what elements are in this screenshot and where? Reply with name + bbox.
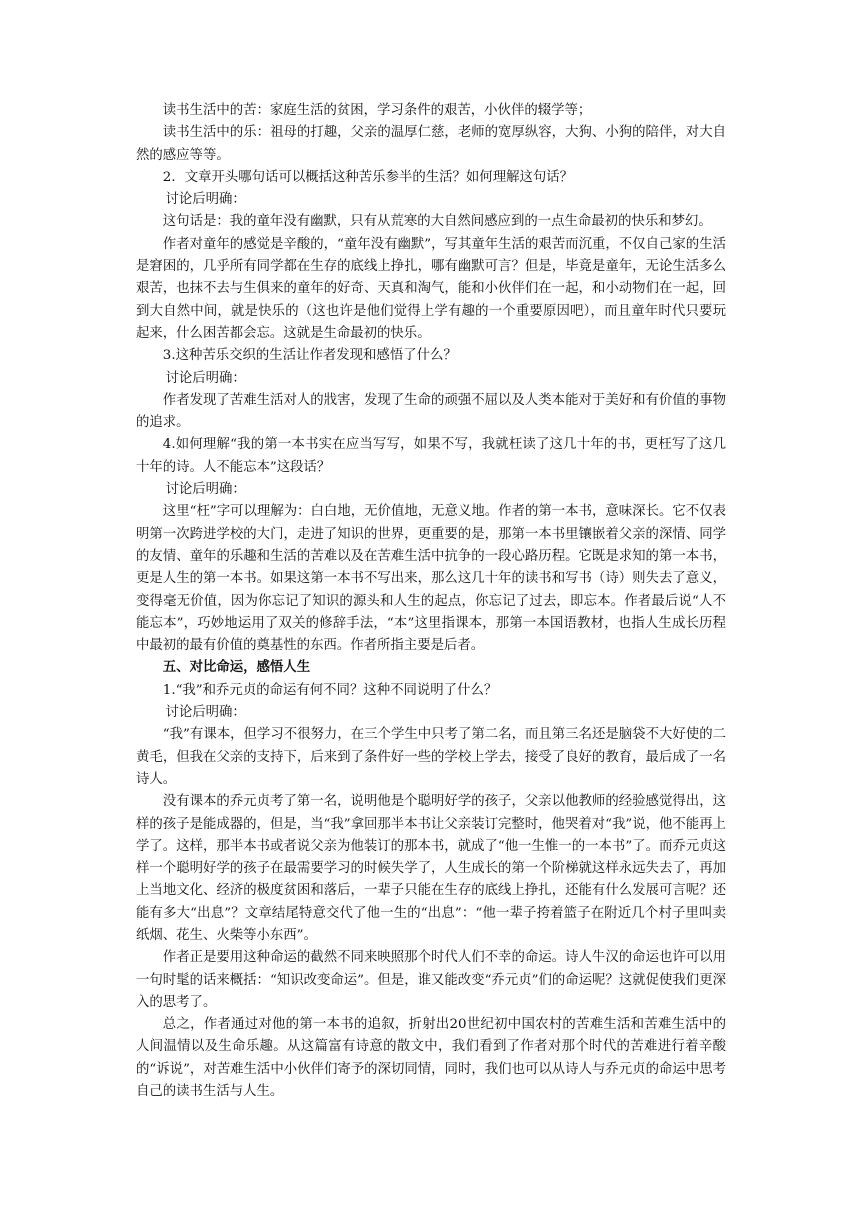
answer-qiao-yuanzhen: 没有课本的乔元贞考了第一名，说明他是个聪明好学的孩子，父亲以他教师的经验感觉得出，这样的孩子是能成器的，但是，当“我”拿回那半本书让父亲装订完整时，他哭着对“我”说，他不能再上学了。这样，那半本书或者说父亲为他装订的那本书，就成了“他一生惟一的一本书”了。而乔元贞这样一个聪明好学的孩子在最需要学习的时候失学了，人生成长的第一个阶梯就这样永远失去了，再加上当地文化、经济的极度贫困和落后，一辈子只能在生存的底线上挣扎，还能有什么发展可言呢？还能有多大“出息”？文章结尾特意交代了他一生的“出息”：“他一辈子挎着篮子在附近几个村子里叫卖纸烟、花生、火柴等小东西”。 <box>136 794 726 943</box>
discussion-label: 讨论后明确： <box>165 370 246 386</box>
section-heading-5: 五、对比命运，感悟人生 <box>162 660 311 676</box>
answer-me: “我”有课本，但学习不很努力，在三个学生中只考了第二名，而且第三名还是脑袋不大好使的二黄毛，但我在父亲的支持下，后来到了条件好一些的学校上学去，接受了良好的教育，最后成了一名诗人。 <box>136 727 726 787</box>
answer-author-intent: 作者正是要用这种命运的截然不同来映照那个时代人们不幸的命运。诗人牛汉的命运也许可以用一句时髦的话来概括：“知识改变命运”。但是，谁又能改变“乔元贞”们的命运呢？这就促使我们更深入的思考了。 <box>136 950 726 1010</box>
discussion-label: 讨论后明确： <box>165 192 246 208</box>
answer-2-sentence: 这句话是：我的童年没有幽默，只有从荒寒的大自然间感应到的一点生命最初的快乐和梦幻。 <box>162 214 712 230</box>
document-page <box>136 100 726 1103</box>
paragraph-reading-hardship: 读书生活中的苦：家庭生活的贫困，学习条件的艰苦，小伙伴的辍学等； <box>162 103 592 118</box>
answer-3: 作者发现了苦难生活对人的戕害，发现了生命的顽强不屈以及人类本能对于美好和有价值的事物的追求。 <box>136 392 726 431</box>
question-3: 3.这种苦乐交织的生活让作者发现和感悟了什么？ <box>162 348 457 364</box>
discussion-label: 讨论后明确： <box>165 482 246 498</box>
paragraph-reading-joy: 读书生活中的乐：祖母的打趣，父亲的温厚仁慈，老师的宽厚纵容，大狗、小狗的陪伴，对大自然的感应等等。 <box>136 125 726 163</box>
question-4: 4.如何理解“我的第一本书实在应当写写，如果不写，我就枉读了这几十年的书，更枉写了这几十年的诗。人不能忘本”这段话？ <box>136 437 726 475</box>
summary-paragraph: 总之，作者通过对他的第一本书的追叙，折射出20世纪初中国农村的苦难生活和苦难生活中的人间温情以及生命乐趣。从这篇富有诗意的散文中，我们看到了作者对那个时代的苦难进行着辛酸的“诉说”，对苦难生活中小伙伴们寄予的深切同情，同时，我们也可以从诗人与乔元贞的命运中思考自己的读书生活与人生。 <box>136 1017 726 1100</box>
question-2: 2．文章开头哪句话可以概括这种苦乐参半的生活？如何理解这句话？ <box>162 169 574 185</box>
section-5-question-1: 1.“我”和乔元贞的命运有何不同？这种不同说明了什么？ <box>162 682 498 698</box>
answer-4: 这里“枉”字可以理解为：白白地，无价值地，无意义地。作者的第一本书，意味深长。它不仅表明第一次跨进学校的大门，走进了知识的世界，更重要的是，那第一本书里镶嵌着父亲的深情、同学的友情、童年的乐趣和生活的苦难以及在苦难生活中抗争的一段心路历程。它既是求知的第一本书，更是人生的第一本书。如果这第一本书不写出来，那么这几十年的读书和写书（诗）则失去了意义，变得毫无价值，因为你忘记了知识的源头和人生的起点，你忘记了过去，即忘本。作者最后说“人不能忘本”，巧妙地运用了双关的修辞手法，“本”这里指课本，那第一本国语教材，也指人生成长历程中最初的最有价值的奠基性的东西。作者所指主要是后者。 <box>136 504 726 654</box>
discussion-label: 讨论后明确： <box>165 705 246 721</box>
answer-2-explanation: 作者对童年的感觉是辛酸的，“童年没有幽默”，写其童年生活的艰苦而沉重，不仅自己家的生活是窘困的，几乎所有同学都在生存的底线上挣扎，哪有幽默可言？但是，毕竟是童年，无论生活多么艰苦，也抹不去与生俱来的童年的好奇、天真和淘气，能和小伙伴们在一起，和小动物们在一起，回到大自然中间，就是快乐的（这也许是他们觉得上学有趣的一个重要原因吧），而且童年时代只要玩起来，什么困苦都会忘。这就是生命最初的快乐。 <box>136 236 726 341</box>
